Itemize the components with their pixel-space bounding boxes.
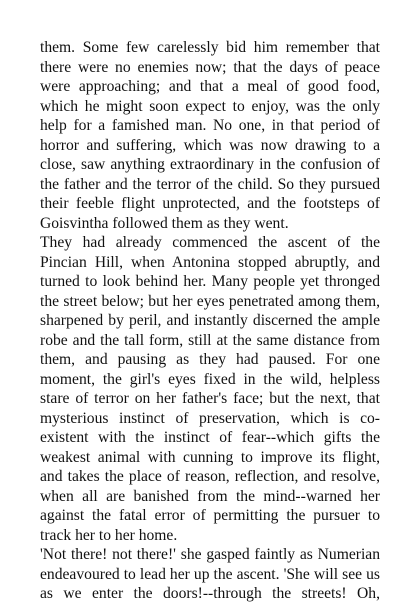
paragraph-3: 'Not there! not there!' she gasped faintly as Numerian endeavoured to lead her up the ascent. 'She will see us as we enter the doors!--through the streets! Oh,	[40, 546, 380, 602]
paragraph-2: They had already commenced the ascent of the Pincian Hill, when Antonina stopped abruptly, and turned to look behind her. Many people yet thronged the street below; but her eyes penetrated among them, sharpened by peril, and instantly discerned the ample robe and the tall form, still at the same distance from them, and pausing as they had paused. For one moment, the girl's eyes fixed in the wild, helpless stare of terror on her father's face; but the next, that mysterious instinct of preservation, which is co-existent with the instinct of fear--which gifts the weakest animal with cunning to improve its flight, and takes the place of reason, reflection, and resolve, when all are banished from the mind--warned her against the fatal error of permitting the pursuer to track her to her home.	[40, 234, 380, 544]
document-page	[40, 38, 380, 604]
paragraph-1: them. Some few carelessly bid him remember that there were no enemies now; that the days of peace were approaching; and that a meal of good food, which he might soon expect to enjoy, was the only help for a famished man. No one, in that period of horror and suffering, which was now drawing to a close, saw anything extraordinary in the confusion of the father and the terror of the child. So they pursued their feeble flight unprotected, and the footsteps of Goisvintha followed them as they went.	[40, 39, 380, 232]
